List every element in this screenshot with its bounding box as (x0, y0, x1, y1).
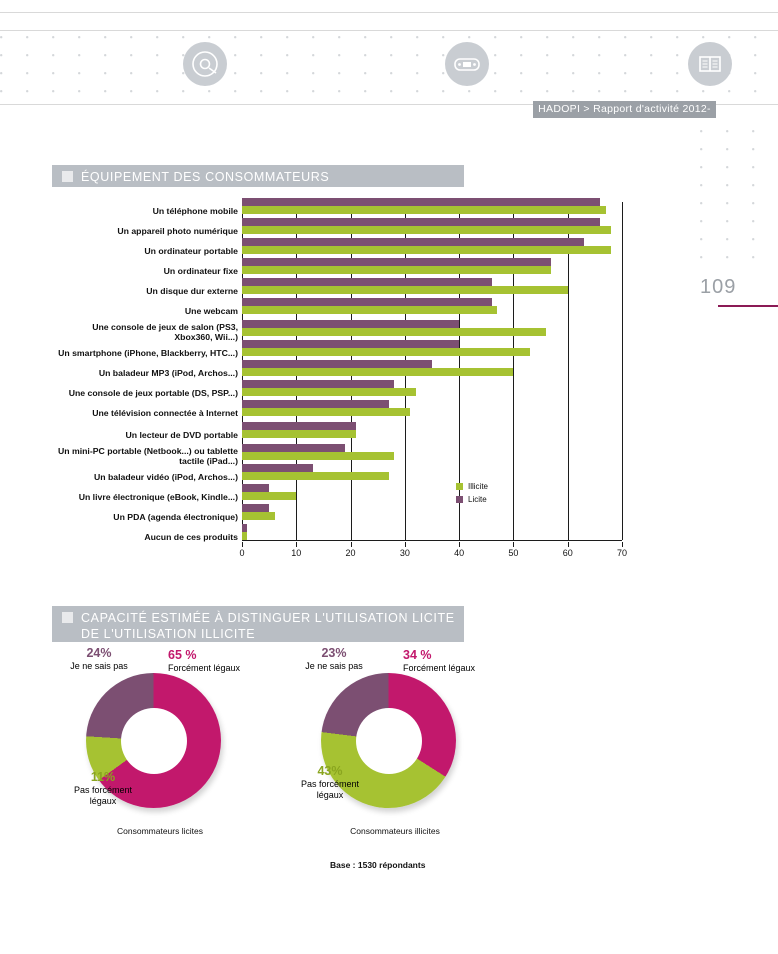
gridline (622, 202, 623, 540)
category-label: Un baladeur vidéo (iPod, Archos...) (93, 472, 238, 482)
bar-illicite (242, 532, 247, 540)
x-tick-label: 70 (616, 548, 627, 558)
donut-label-forcement-legaux-right (403, 650, 503, 674)
legend-label-licite: Licite (468, 495, 487, 504)
section-header-capacite (52, 606, 464, 642)
x-tick (242, 542, 243, 547)
bar-licite (242, 422, 356, 430)
bar-illicite (242, 306, 497, 314)
bar-chart-equipement (52, 198, 652, 558)
legend-item-licite (456, 495, 488, 504)
category-label: Un lecteur de DVD portable (125, 430, 238, 440)
bar-licite (242, 380, 394, 388)
x-tick-label: 10 (291, 548, 302, 558)
donut-charts-group (40, 648, 560, 888)
donut-text-pas-forcement-left-1: Pas forcément (73, 785, 133, 795)
bar-licite (242, 504, 269, 512)
donut-pct-forcement-legaux-left: 65 % (168, 648, 197, 662)
bar-illicite (242, 408, 410, 416)
bar-illicite (242, 246, 611, 254)
bar-illicite (242, 368, 513, 376)
donut-text-pas-forcement-right-2: légaux (316, 790, 344, 800)
bar-illicite (242, 430, 356, 438)
donut-chart-illicites (275, 648, 515, 848)
donut-label-je-ne-sais-pas-left (54, 648, 144, 672)
donut-pct-forcement-legaux-right: 34 % (403, 648, 432, 662)
dot-grid-right (700, 130, 778, 270)
donut-text-je-ne-sais-pas-left: Je ne sais pas (70, 661, 128, 671)
x-tick-label: 40 (454, 548, 465, 558)
category-label: Un ordinateur fixe (163, 266, 238, 276)
donut-label-pas-forcement-right (283, 766, 377, 801)
bar-licite (242, 238, 584, 246)
category-label: Un baladeur MP3 (iPod, Archos...) (98, 368, 238, 378)
category-label: Aucun de ces produits (144, 532, 238, 542)
bar-licite (242, 340, 459, 348)
bar-licite (242, 484, 269, 492)
bar-illicite (242, 286, 568, 294)
donut-text-pas-forcement-left-2: légaux (89, 796, 117, 806)
donut-pct-pas-forcement-right: 43% (317, 764, 343, 778)
donut-text-forcement-legaux-right: Forcément légaux (403, 663, 476, 673)
donut-pct-je-ne-sais-pas-right: 23% (321, 646, 347, 660)
x-tick-label: 50 (508, 548, 519, 558)
bar-licite (242, 258, 551, 266)
bar-chart-plot-area (239, 202, 627, 558)
x-tick (622, 542, 623, 547)
bar-licite (242, 524, 247, 532)
donut-label-forcement-legaux-left (168, 650, 268, 674)
donut-caption-licites: Consommateurs licites (117, 826, 203, 836)
breadcrumb: HADOPI > Rapport d'activité 2012-2013 (533, 101, 716, 118)
chart-legend (456, 482, 488, 508)
donut-chart-licites (40, 648, 280, 848)
bar-licite (242, 360, 432, 368)
category-label: Une console de jeux portable (DS, PSP...) (68, 388, 238, 398)
bar-licite (242, 320, 459, 328)
x-tick (351, 542, 352, 547)
bar-illicite (242, 388, 416, 396)
category-label: Un smartphone (iPhone, Blackberry, HTC...) (58, 348, 238, 358)
x-axis-line (242, 540, 622, 541)
bar-illicite (242, 266, 551, 274)
legend-swatch-licite (456, 496, 463, 503)
section-title-equipement: ÉQUIPEMENT DES CONSOMMATEURS (81, 170, 330, 184)
bar-licite (242, 400, 389, 408)
category-label: Une console de jeux de salon (PS3, Xbox360, Wii...) (92, 322, 238, 342)
x-tick-label: 30 (399, 548, 410, 558)
bar-licite (242, 278, 492, 286)
bar-illicite (242, 492, 296, 500)
legend-swatch-illicite (456, 483, 463, 490)
category-label: Une webcam (184, 306, 238, 316)
category-label: Un mini-PC portable (Netbook...) ou tablette tactile (iPad...) (57, 446, 238, 466)
x-tick-label: 20 (345, 548, 356, 558)
donut-pct-je-ne-sais-pas-left: 24% (86, 646, 112, 660)
bar-illicite (242, 472, 389, 480)
donut-text-je-ne-sais-pas-right: Je ne sais pas (305, 661, 363, 671)
section-title-capacite-line2: DE L'UTILISATION ILLICITE (81, 627, 256, 641)
bar-licite (242, 198, 600, 206)
category-label: Un téléphone mobile (152, 206, 238, 216)
page-number: 109 (700, 276, 737, 298)
category-label: Un PDA (agenda électronique) (113, 512, 238, 522)
bar-illicite (242, 348, 530, 356)
x-tick (459, 542, 460, 547)
donut-caption-illicites: Consommateurs illicites (350, 826, 440, 836)
page-number-rule (718, 305, 778, 307)
bullet-square-icon (62, 612, 73, 623)
donut-label-je-ne-sais-pas-right (289, 648, 379, 672)
bar-illicite (242, 226, 611, 234)
bar-licite (242, 444, 345, 452)
bar-illicite (242, 328, 546, 336)
legend-item-illicite (456, 482, 488, 491)
bar-licite (242, 218, 600, 226)
x-tick (296, 542, 297, 547)
bar-illicite (242, 206, 606, 214)
category-label: Une télévision connectée à Internet (92, 408, 238, 418)
category-label: Un livre électronique (eBook, Kindle...) (78, 492, 238, 502)
x-tick (405, 542, 406, 547)
disc-icon (183, 42, 227, 86)
category-label: Un appareil photo numérique (117, 226, 238, 236)
bar-illicite (242, 452, 394, 460)
base-note: Base : 1530 répondants (330, 860, 426, 870)
legend-label-illicite: Illicite (468, 482, 489, 491)
bullet-square-icon (62, 171, 73, 182)
handheld-console-icon (445, 42, 489, 86)
bar-illicite (242, 512, 275, 520)
x-tick-label: 0 (239, 548, 245, 558)
category-label: Un ordinateur portable (144, 246, 238, 256)
section-header-equipement (52, 165, 464, 187)
bar-licite (242, 298, 492, 306)
x-tick (568, 542, 569, 547)
category-label: Un disque dur externe (146, 286, 238, 296)
book-icon (688, 42, 732, 86)
donut-label-pas-forcement-left (56, 772, 150, 807)
x-tick-label: 60 (562, 548, 573, 558)
x-tick (513, 542, 514, 547)
donut-pct-pas-forcement-left: 11% (90, 770, 116, 784)
section-title-capacite-line1: CAPACITÉ ESTIMÉE À DISTINGUER L'UTILISATION LICITE (81, 611, 455, 625)
donut-text-forcement-legaux-left: Forcément légaux (168, 663, 241, 673)
bar-licite (242, 464, 313, 472)
donut-text-pas-forcement-right-1: Pas forcément (300, 779, 360, 789)
